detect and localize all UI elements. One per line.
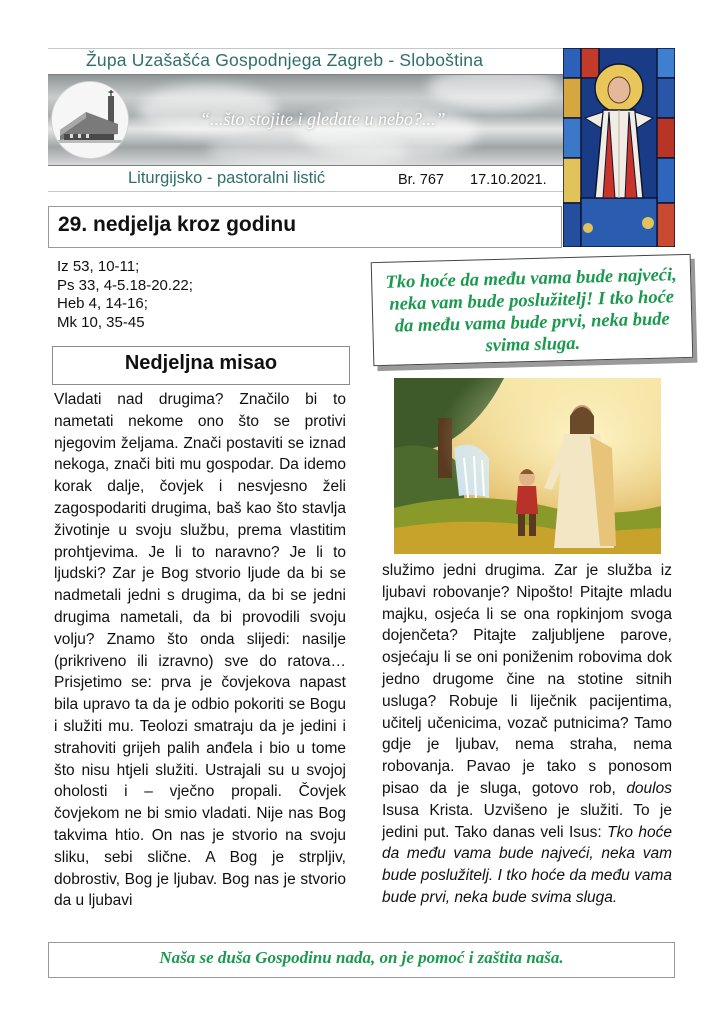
parish-title: Župa Uzašašća Gospodnjega Zagreb - Sloboština — [86, 50, 484, 70]
header-bottom-rule — [48, 191, 564, 192]
motto-quote: “...što stojite i gledate u nebo?...” — [200, 109, 446, 129]
article-right-column — [382, 560, 672, 909]
reading-item: Ps 33, 4-5.18-20.22; — [57, 276, 193, 294]
article-left-column: Vladati nad drugima? Značilo bi to nametati nekome ono što se protivi njegovim željama. Znači postaviti se iznad nekoga, znači biti mu gospodar. Da idemo korak dalje, čovjek i nesvjesno želi zagospodariti drugima, baš kao što stavlja životinje u svoju službu, prema vlastitim prohtjevima. Je li to naravno? Je li to ljudski? Zar je Bog stvorio ljude da bi se nadmetali jedni s drugima, da bi se jedni drugima nametali, da bi provodili svoju volju? Znamo što onda slijedi: nasilje (prikriveno ili izravno) sve do ratova… Prisjetimo se: prva je čovjekova napast bila upravo ta da je odbio pokoriti se Bogu i služiti mu. Teolozi smatraju da je jedini i strahoviti grijeh palih anđela i bio u tome što nisu htjeli služiti. Ustrajali su u svojoj oholosti i – vječno propali. Čovjek čovjekom ne bi smio vladati. Nije nas Bog takvima htio. On nas je stvorio na svoju sliku, sebi slične. A Bog je strpljiv, dobrostiv, Bog je ljubav. Bog nas je stvorio da u ljubavi — [54, 391, 346, 910]
sunday-title: 29. nedjelja kroz godinu — [58, 213, 297, 236]
reading-item: Mk 10, 35-45 — [57, 313, 145, 331]
church-logo — [51, 81, 129, 159]
reading-item: Heb 4, 14-16; — [57, 295, 148, 312]
section-heading: Nedjeljna misao — [124, 352, 278, 374]
greek-word-doulos: doulos — [626, 779, 672, 797]
issue-date: 17.10.2021. — [470, 172, 547, 188]
reading-item: Iz 53, 10-11; — [57, 258, 140, 275]
readings-list — [57, 258, 193, 332]
article-right-text-continued: Isusa Krista. Uzvišeno je služiti. To je jedini put. Tako danas veli Isus: — [382, 801, 672, 841]
footer-psalm: Naša se duša Gospodinu nada, on je pomoć i zaštita naša. — [159, 948, 564, 967]
jesus-with-child-picture — [394, 378, 661, 554]
header-top-rule — [48, 48, 564, 49]
issue-number: Br. 767 — [398, 172, 444, 188]
gospel-quote-text: Tko hoće da među vama bude najveći, neka vam bude poslužitelj! I tko hoće da među vama bude prvi, neka bude svima sluga. — [385, 265, 678, 357]
gospel-citation: Tko hoće da među vama bude najveći, neka vam bude poslužitelj. I tko hoće da među vama bude prvi, neka bude svima sluga. — [382, 823, 672, 906]
stained-glass-image — [563, 48, 675, 247]
article-right-text: služimo jedni drugima. Zar je služba iz ljubavi robovanje? Nipošto! Pitajte mladu majku, osjeća li se ona ropkinjom svoga dojenčeta? Pitajte zaljubljene parove, osjećaju li se oni poniženim robovima dok jedno drugome čine na stotine sitnih usluga? Robuje li liječnik pacijentima, učitelj učenicima, vozač putnicima? Tamo gdje je ljubav, nema straha, nema robovanja. Pavao je tako s ponosom pisao da je sluga, gotovo rob, — [382, 562, 672, 797]
bulletin-subtitle: Liturgijsko - pastoralni listić — [128, 169, 326, 187]
